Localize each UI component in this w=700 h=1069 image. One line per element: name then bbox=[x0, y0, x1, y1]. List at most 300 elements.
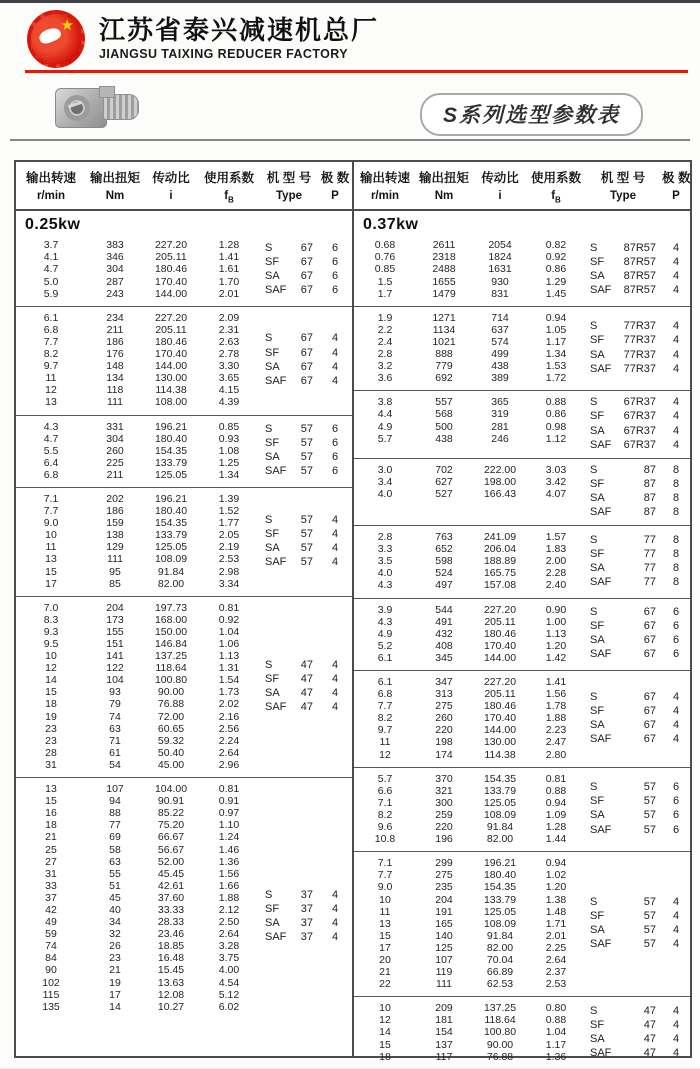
model-type-row bbox=[584, 795, 690, 808]
cell-value: 9.7 bbox=[43, 360, 59, 373]
cell-value: 18 bbox=[379, 1050, 391, 1063]
column-header bbox=[260, 168, 318, 204]
model-type-label bbox=[590, 1047, 656, 1060]
poles-value: 6 bbox=[331, 465, 339, 478]
model-type-row bbox=[260, 542, 352, 555]
column-header-cn: 机 型 号 bbox=[266, 171, 312, 185]
model-prefix: SAF bbox=[590, 648, 612, 661]
cell-value: 125.05 bbox=[154, 468, 188, 481]
model-type-group bbox=[260, 493, 352, 590]
numeric-rows bbox=[354, 773, 584, 846]
cell-value: 598 bbox=[435, 555, 453, 568]
cell-value: 1.9 bbox=[377, 311, 393, 324]
cell-value: 173 bbox=[106, 613, 124, 626]
cell-value: 2.63 bbox=[218, 335, 240, 348]
cell-value: 0.86 bbox=[545, 263, 567, 276]
numeric-rows bbox=[16, 312, 260, 409]
model-type-row bbox=[584, 719, 690, 732]
model-type-row bbox=[584, 349, 690, 362]
model-prefix: S bbox=[590, 1004, 598, 1017]
cell-value: 45.45 bbox=[157, 867, 185, 880]
model-type-row bbox=[584, 478, 690, 491]
poles-value: 4 bbox=[672, 924, 680, 937]
column-header-cn: 输出转速 bbox=[25, 171, 76, 185]
cell-value: 100.80 bbox=[154, 674, 188, 687]
table-row bbox=[16, 964, 260, 976]
cell-value: 2.40 bbox=[545, 579, 567, 592]
model-type-row bbox=[584, 824, 690, 837]
column-header bbox=[472, 168, 528, 204]
cell-value: 95 bbox=[109, 565, 121, 578]
cell-value: 69 bbox=[109, 831, 121, 844]
model-prefix: SAF bbox=[590, 1047, 612, 1060]
cell-value: 389 bbox=[491, 372, 509, 385]
cell-value: 88 bbox=[109, 807, 121, 820]
table-row bbox=[16, 674, 260, 686]
cell-value: 12 bbox=[45, 662, 57, 675]
cell-value: 281 bbox=[491, 420, 509, 433]
model-size: 67 bbox=[643, 606, 656, 619]
cell-value: 1021 bbox=[432, 335, 456, 348]
cell-value: 141 bbox=[106, 650, 124, 663]
model-type-row bbox=[584, 620, 690, 633]
cell-value: 22 bbox=[379, 978, 391, 991]
cell-value: 4.39 bbox=[218, 396, 240, 409]
model-type-row bbox=[260, 903, 352, 916]
cell-value: 72.00 bbox=[157, 710, 185, 723]
table-row bbox=[16, 517, 260, 529]
cell-value: 1.36 bbox=[218, 855, 240, 868]
model-prefix: S bbox=[590, 241, 598, 254]
cell-value: 6.1 bbox=[43, 311, 59, 324]
cell-value: 3.34 bbox=[218, 577, 240, 590]
table-row bbox=[354, 942, 584, 954]
table-row bbox=[354, 464, 584, 476]
gray-divider bbox=[10, 139, 690, 141]
poles-value: 4 bbox=[672, 284, 680, 297]
model-prefix: SF bbox=[265, 672, 280, 685]
table-row bbox=[354, 930, 584, 942]
poles-value: 4 bbox=[331, 917, 339, 930]
table-row bbox=[354, 640, 584, 652]
cell-value: 1.02 bbox=[545, 869, 567, 882]
cell-value: 108.09 bbox=[483, 808, 517, 821]
cell-value: 54 bbox=[109, 758, 121, 771]
cell-value: 59.32 bbox=[157, 734, 185, 747]
cell-value: 0.81 bbox=[545, 772, 567, 785]
table-row bbox=[354, 869, 584, 881]
model-type-row bbox=[260, 931, 352, 944]
model-prefix: SA bbox=[265, 917, 280, 930]
cell-value: 133.79 bbox=[154, 456, 188, 469]
model-size: 77R37 bbox=[623, 334, 656, 347]
cell-value: 1655 bbox=[432, 275, 456, 288]
column-header-cn: 极 数 bbox=[662, 171, 691, 185]
cell-value: 138 bbox=[106, 529, 124, 542]
cell-value: 7.7 bbox=[43, 505, 59, 518]
cell-value: 1.56 bbox=[545, 688, 567, 701]
cell-value: 17 bbox=[379, 941, 391, 954]
poles-value: 8 bbox=[672, 477, 680, 490]
cell-value: 211 bbox=[106, 323, 124, 336]
model-size: 77 bbox=[643, 547, 656, 560]
model-type-row bbox=[260, 659, 352, 672]
model-prefix: SF bbox=[265, 255, 280, 268]
model-size: 57 bbox=[643, 910, 656, 923]
model-type-row bbox=[584, 270, 690, 283]
cell-value: 365 bbox=[491, 396, 509, 409]
poles-value: 4 bbox=[331, 332, 339, 345]
poles-value: 4 bbox=[331, 672, 339, 685]
cell-value: 2.53 bbox=[218, 553, 240, 566]
column-header bbox=[198, 168, 260, 204]
cell-value: 1.20 bbox=[545, 639, 567, 652]
poles-value: 4 bbox=[672, 255, 680, 268]
cell-value: 74 bbox=[109, 710, 121, 723]
cell-value: 227.20 bbox=[483, 676, 517, 689]
model-type-label bbox=[590, 606, 656, 619]
model-size: 57 bbox=[643, 896, 656, 909]
poles-value: 4 bbox=[672, 704, 680, 717]
model-prefix: SAF bbox=[265, 700, 287, 713]
model-type-label bbox=[265, 659, 313, 672]
cell-value: 4.4 bbox=[377, 408, 393, 421]
cell-value: 331 bbox=[106, 420, 124, 433]
cell-value: 5.9 bbox=[43, 287, 59, 300]
model-size: 47 bbox=[300, 672, 313, 685]
cell-value: 117 bbox=[435, 1050, 453, 1063]
model-type-label bbox=[590, 648, 656, 661]
model-type-label bbox=[265, 423, 313, 436]
cell-value: 497 bbox=[435, 579, 453, 592]
model-size: 77R37 bbox=[623, 348, 656, 361]
cell-value: 5.12 bbox=[218, 988, 240, 1001]
poles-value: 6 bbox=[672, 606, 680, 619]
table-row bbox=[354, 1039, 584, 1051]
cell-value: 170.40 bbox=[483, 639, 517, 652]
numeric-rows bbox=[354, 396, 584, 451]
cell-value: 181 bbox=[435, 1014, 453, 1027]
poles-value: 6 bbox=[331, 255, 339, 268]
model-type-row bbox=[260, 556, 352, 569]
model-type-row bbox=[584, 576, 690, 589]
model-prefix: SA bbox=[590, 491, 605, 504]
model-type-row bbox=[584, 938, 690, 951]
model-type-row bbox=[584, 492, 690, 505]
table-row bbox=[16, 662, 260, 674]
model-prefix: SA bbox=[590, 270, 605, 283]
cell-value: 1.08 bbox=[218, 444, 240, 457]
model-type-label bbox=[590, 910, 656, 923]
model-type-row bbox=[260, 332, 352, 345]
table-row bbox=[354, 476, 584, 488]
poles-value: 4 bbox=[672, 334, 680, 347]
ratio-group-block bbox=[354, 670, 690, 767]
model-prefix: SA bbox=[590, 424, 605, 437]
numeric-rows bbox=[16, 783, 260, 1050]
model-type-row bbox=[584, 548, 690, 561]
table-row bbox=[16, 421, 260, 433]
table-row bbox=[354, 652, 584, 664]
table-row bbox=[16, 880, 260, 892]
ratio-group-block bbox=[354, 996, 690, 1068]
model-type-row bbox=[584, 705, 690, 718]
table-row bbox=[354, 821, 584, 833]
cell-value: 55 bbox=[109, 867, 121, 880]
model-type-row bbox=[584, 320, 690, 333]
table-row bbox=[16, 928, 260, 940]
cell-value: 15 bbox=[45, 686, 57, 699]
cell-value: 170.40 bbox=[154, 275, 188, 288]
model-type-label bbox=[590, 320, 656, 333]
model-type-row bbox=[260, 242, 352, 255]
table-row bbox=[354, 288, 584, 300]
poles-value: 8 bbox=[672, 505, 680, 518]
cell-value: 0.92 bbox=[218, 613, 240, 626]
model-size: 57 bbox=[300, 555, 313, 568]
model-prefix: SAF bbox=[590, 284, 612, 297]
cell-value: 527 bbox=[435, 487, 453, 500]
table-row bbox=[16, 711, 260, 723]
cell-value: 114.38 bbox=[155, 384, 187, 397]
cell-value: 133.79 bbox=[483, 893, 517, 906]
cell-value: 133.79 bbox=[483, 784, 517, 797]
cell-value: 154.35 bbox=[154, 444, 188, 457]
model-size: 57 bbox=[643, 781, 656, 794]
cell-value: 0.82 bbox=[545, 239, 567, 252]
parameter-table-0.37kw bbox=[352, 162, 691, 1063]
numeric-rows bbox=[354, 531, 584, 591]
numeric-rows bbox=[354, 239, 584, 299]
cell-value: 2054 bbox=[488, 239, 512, 252]
table-row bbox=[354, 543, 584, 555]
column-header-cn: 使用系数 bbox=[530, 171, 581, 185]
table-row bbox=[16, 723, 260, 735]
cell-value: 118.64 bbox=[155, 662, 187, 675]
cell-value: 1.44 bbox=[545, 833, 567, 846]
model-size: 57 bbox=[300, 465, 313, 478]
cell-value: 2.37 bbox=[545, 966, 567, 979]
cell-value: 408 bbox=[435, 639, 453, 652]
model-type-row bbox=[584, 648, 690, 661]
model-size: 47 bbox=[643, 1047, 656, 1060]
cell-value: 111 bbox=[107, 396, 123, 409]
model-prefix: SAF bbox=[265, 931, 287, 944]
numeric-rows bbox=[354, 312, 584, 385]
cell-value: 347 bbox=[435, 676, 453, 689]
ratio-group-block bbox=[16, 306, 352, 415]
model-size: 57 bbox=[643, 809, 656, 822]
cell-value: 7.7 bbox=[377, 700, 393, 713]
cell-value: 176 bbox=[106, 348, 124, 361]
cell-value: 144.00 bbox=[154, 287, 188, 300]
cell-value: 144.00 bbox=[483, 651, 517, 664]
model-prefix: SF bbox=[265, 902, 280, 915]
model-type-label bbox=[265, 256, 313, 269]
cell-value: 206.04 bbox=[483, 543, 517, 556]
poles-value: 4 bbox=[672, 348, 680, 361]
model-type-label bbox=[590, 534, 656, 547]
model-prefix: SA bbox=[590, 561, 605, 574]
poles-value: 4 bbox=[331, 700, 339, 713]
column-header bbox=[416, 168, 472, 204]
table-row bbox=[354, 809, 584, 821]
cell-value: 2.01 bbox=[218, 287, 240, 300]
cell-value: 180.46 bbox=[154, 335, 188, 348]
cell-value: 6.02 bbox=[218, 1000, 240, 1013]
cell-value: 7.1 bbox=[377, 796, 393, 809]
cell-value: 568 bbox=[435, 408, 453, 421]
cell-value: 275 bbox=[435, 700, 453, 713]
model-type-label bbox=[590, 396, 656, 409]
table-row bbox=[16, 276, 260, 288]
cell-value: 0.81 bbox=[218, 601, 240, 614]
table-row bbox=[354, 724, 584, 736]
cell-value: 1134 bbox=[432, 323, 456, 336]
cell-value: 119 bbox=[435, 966, 453, 979]
table-row bbox=[16, 360, 260, 372]
model-size: 47 bbox=[300, 658, 313, 671]
cell-value: 196 bbox=[435, 833, 453, 846]
cell-value: 2.64 bbox=[218, 746, 240, 759]
cell-value: 211 bbox=[106, 468, 124, 481]
cell-value: 491 bbox=[435, 615, 453, 628]
table-row bbox=[354, 881, 584, 893]
model-prefix: SAF bbox=[590, 938, 612, 951]
cell-value: 14 bbox=[109, 1000, 121, 1013]
cell-value: 144.00 bbox=[483, 724, 517, 737]
cell-value: 49 bbox=[45, 916, 57, 929]
numeric-rows bbox=[354, 604, 584, 664]
cell-value: 28.33 bbox=[157, 916, 185, 929]
cell-value: 2.12 bbox=[218, 903, 240, 916]
cell-value: 3.28 bbox=[218, 940, 240, 953]
table-row bbox=[354, 579, 584, 591]
model-prefix: SF bbox=[265, 437, 280, 450]
cell-value: 3.5 bbox=[377, 555, 393, 568]
cell-value: 13 bbox=[45, 553, 57, 566]
model-prefix: SF bbox=[590, 910, 605, 923]
cell-value: 154 bbox=[435, 1026, 453, 1039]
table-row bbox=[16, 251, 260, 263]
table-row bbox=[16, 735, 260, 747]
table-row bbox=[16, 892, 260, 904]
cell-value: 76.88 bbox=[486, 1050, 514, 1063]
cell-value: 17 bbox=[45, 577, 57, 590]
cell-value: 3.3 bbox=[377, 543, 393, 556]
cell-value: 4.00 bbox=[218, 964, 240, 977]
cell-value: 2.64 bbox=[545, 953, 567, 966]
model-type-group bbox=[260, 602, 352, 771]
cell-value: 85.22 bbox=[157, 807, 185, 820]
model-prefix: SA bbox=[590, 634, 605, 647]
cell-value: 3.2 bbox=[377, 360, 393, 373]
ratio-group-block bbox=[16, 415, 352, 487]
model-type-label bbox=[590, 781, 656, 794]
cell-value: 18 bbox=[45, 698, 57, 711]
ratio-group-block bbox=[354, 306, 690, 391]
cell-value: 8.2 bbox=[377, 712, 393, 725]
cell-value: 168.00 bbox=[154, 613, 188, 626]
table-row bbox=[354, 978, 584, 990]
cell-value: 0.97 bbox=[218, 807, 240, 820]
cell-value: 524 bbox=[435, 567, 453, 580]
cell-value: 383 bbox=[106, 239, 124, 252]
cell-value: 1.48 bbox=[545, 905, 567, 918]
cell-value: 197.73 bbox=[154, 601, 188, 614]
cell-value: 104 bbox=[106, 674, 124, 687]
poles-value: 4 bbox=[672, 1004, 680, 1017]
cell-value: 170.40 bbox=[483, 712, 517, 725]
poles-value: 4 bbox=[672, 424, 680, 437]
cell-value: 23.46 bbox=[157, 928, 185, 941]
cell-value: 4.1 bbox=[43, 251, 59, 264]
table-row bbox=[16, 856, 260, 868]
cell-value: 165.75 bbox=[483, 567, 517, 580]
cell-value: 4.3 bbox=[377, 615, 393, 628]
table-row bbox=[16, 602, 260, 614]
model-size: 67 bbox=[300, 332, 313, 345]
model-type-label bbox=[590, 733, 656, 746]
model-size: 67 bbox=[643, 732, 656, 745]
table-row bbox=[354, 688, 584, 700]
poles-value: 4 bbox=[331, 902, 339, 915]
cell-value: 111 bbox=[436, 978, 452, 991]
cell-value: 11 bbox=[45, 372, 57, 385]
cell-value: 90.00 bbox=[157, 686, 185, 699]
column-header bbox=[584, 168, 662, 204]
cell-value: 0.90 bbox=[545, 603, 567, 616]
cell-value: 15 bbox=[45, 795, 57, 808]
table-row bbox=[354, 324, 584, 336]
cell-value: 202 bbox=[106, 492, 124, 505]
model-type-label bbox=[590, 334, 656, 347]
model-type-group bbox=[584, 531, 690, 591]
model-type-row bbox=[584, 284, 690, 297]
cell-value: 557 bbox=[435, 396, 453, 409]
cell-value: 154.35 bbox=[154, 517, 188, 530]
model-prefix: SA bbox=[265, 541, 280, 554]
model-size: 67 bbox=[643, 620, 656, 633]
poles-value: 4 bbox=[331, 374, 339, 387]
poles-value: 4 bbox=[331, 513, 339, 526]
cell-value: 4.9 bbox=[377, 420, 393, 433]
table-row bbox=[16, 553, 260, 565]
column-header bbox=[318, 168, 352, 204]
cell-value: 1.5 bbox=[377, 275, 393, 288]
cell-value: 4.07 bbox=[545, 487, 567, 500]
column-header-cn: 传动比 bbox=[152, 171, 190, 185]
table-row bbox=[354, 736, 584, 748]
cell-value: 3.6 bbox=[377, 372, 393, 385]
table-row bbox=[16, 372, 260, 384]
numeric-rows bbox=[354, 857, 584, 990]
model-type-row bbox=[584, 464, 690, 477]
ratio-group-block bbox=[354, 458, 690, 525]
cell-value: 137.25 bbox=[154, 650, 188, 663]
model-type-group bbox=[260, 783, 352, 1050]
table-row bbox=[354, 276, 584, 288]
table-row bbox=[16, 457, 260, 469]
cell-value: 157.08 bbox=[483, 579, 517, 592]
poles-value: 4 bbox=[672, 410, 680, 423]
cell-value: 180.46 bbox=[483, 700, 517, 713]
model-type-group bbox=[584, 464, 690, 519]
cell-value: 16.48 bbox=[157, 952, 185, 965]
model-prefix: SF bbox=[590, 1018, 605, 1031]
cell-value: 1.17 bbox=[545, 1038, 567, 1051]
cell-value: 21 bbox=[45, 831, 57, 844]
